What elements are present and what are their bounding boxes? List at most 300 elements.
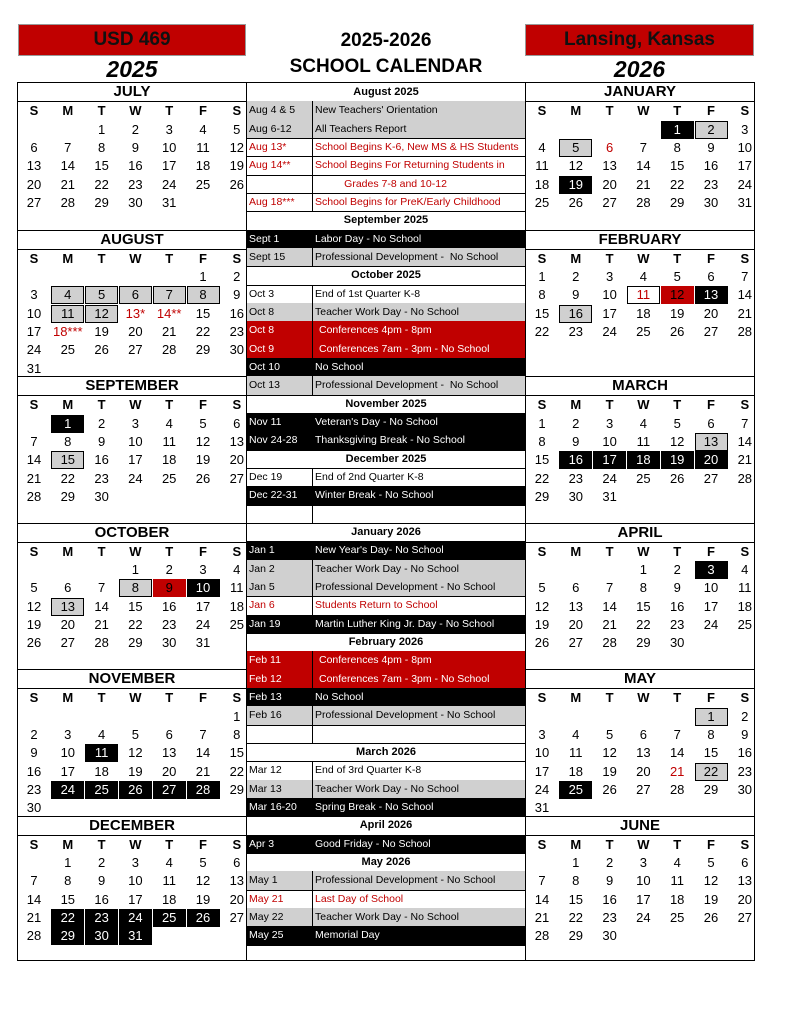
weekday-label: W [129,250,142,266]
weekday-label: F [707,836,715,852]
calendar-day: 19 [669,305,685,321]
calendar-day: 27 [128,342,143,358]
calendar-day: 15 [195,305,211,321]
calendar-day: 13 [636,745,651,761]
calendar-day: 26 [669,324,685,339]
weekday-label: S [537,397,547,413]
event-row [247,725,525,744]
right-months-column [525,82,755,961]
calendar-day: 17 [703,598,719,614]
calendar-day: 23 [94,470,109,486]
calendar-day: 16 [128,158,143,174]
calendar-day: 26 [119,781,152,799]
event-month-heading: September 2025 [247,211,525,230]
calendar-day: 8 [187,286,220,304]
calendar-day: 17 [128,452,143,468]
calendar-day: 30 [94,488,109,504]
weekday-label: F [199,397,207,413]
calendar-day: 22 [60,470,76,486]
calendar-day: 13 [229,433,245,449]
weekday-label: F [199,103,207,119]
calendar-day: 8 [707,726,715,742]
week-row [526,194,754,212]
weekday-label: S [29,543,39,559]
calendar-day: 16 [94,452,109,468]
calendar-day: 20 [636,763,651,779]
calendar-day: 7 [741,415,749,431]
calendar-day: 26 [568,194,584,210]
week-row [18,323,246,341]
calendar-day: 9 [131,139,139,155]
calendar-day: 16 [559,451,592,469]
calendar-day: 7 [199,726,207,742]
calendar-day: 27 [602,194,617,210]
event-description: Teacher Work Day - No School [315,562,459,575]
calendar-day: 14 [195,745,211,761]
month-name: JULY [18,83,246,102]
calendar-day: 13 [161,745,177,761]
event-description: Professional Development - No School [315,379,499,392]
calendar-day: 8 [673,139,681,155]
event-row [247,926,525,945]
event-month-heading: December 2025 [247,450,525,469]
week-row [18,470,246,488]
event-date: Jan 19 [249,617,281,630]
calendar-day: 12 [195,433,211,449]
weekday-header-row [526,836,754,854]
event-month-heading: April 2026 [247,816,525,835]
right-month-june [526,816,754,963]
calendar-day: 27 [229,470,245,486]
calendar-day: 22 [534,324,550,339]
event-date: Oct 8 [249,324,275,337]
calendar-day: 4 [639,415,647,431]
weekday-label: S [232,690,242,706]
calendar-day: 29 [128,635,143,651]
left-month-december [18,816,246,963]
calendar-day: 6 [639,726,647,742]
week-row [18,305,246,323]
event-date: Jan 5 [249,580,275,593]
calendar-day: 10 [636,873,651,889]
weekday-label: F [199,543,207,559]
event-row [247,468,525,487]
weekday-label: F [199,690,207,706]
event-description: Conferences 4pm - 8pm [319,324,432,337]
calendar-day: 21 [737,305,753,321]
weekday-label: M [570,836,582,852]
week-row [526,598,754,616]
event-row [247,596,525,615]
week-row [526,579,754,597]
calendar-day: 18 [568,763,584,779]
calendar-day: 12 [128,745,143,761]
week-row [18,763,246,781]
calendar-day: 15 [669,158,685,174]
calendar-day: 15 [703,745,719,761]
calendar-day: 11 [162,873,176,889]
calendar-day: 12 [669,433,685,449]
calendar-day: 29 [195,342,211,358]
event-date: May 22 [249,910,284,923]
calendar-day: 10 [602,287,617,303]
calendar-day: 19 [128,763,143,779]
calendar-day: 11 [738,580,752,596]
calendar-day: 9 [97,433,106,449]
event-date: Apr 3 [249,837,275,850]
calendar-day: 4 [673,855,681,871]
calendar-day: 1 [97,121,106,137]
calendar-day: 20 [60,617,76,632]
event-date: Oct 3 [249,287,275,300]
weekday-label: S [740,250,750,266]
month-name: FEBRUARY [526,231,754,250]
month-name: DECEMBER [18,817,246,836]
week-row [526,744,754,762]
calendar-day: 31 [161,194,177,210]
event-description: No School [315,360,364,373]
weekday-header-row [18,396,246,414]
calendar-day: 25 [85,781,118,799]
calendar-day: 22 [229,763,245,779]
calendar-day: 6 [165,726,173,742]
weekday-label: F [199,836,207,852]
calendar-day: 13 [602,158,617,174]
event-description: School Begins For Returning Students in [315,159,505,172]
calendar-day: 13 [51,598,84,616]
calendar-day: 23 [703,176,719,192]
weekday-label: T [605,543,614,559]
weekday-label: T [165,397,174,413]
weekday-label: W [129,690,142,706]
calendar-day: 10 [703,580,719,596]
weekday-label: W [637,690,650,706]
event-row [247,505,525,524]
week-row [526,763,754,781]
event-row [247,230,525,249]
week-row [18,708,246,726]
calendar-day: 11 [636,433,651,449]
week-row [18,194,246,212]
calendar-day: 12 [26,598,42,614]
calendar-day: 23 [669,617,685,632]
calendar-day: 16 [602,891,617,907]
weekday-label: S [232,543,242,559]
calendar-day: 22 [195,324,211,339]
calendar-day: 10 [128,873,143,889]
calendar-day: 17 [534,763,550,779]
weekday-label: M [570,543,582,559]
weekday-label: T [97,397,106,413]
calendar-day: 14 [26,891,42,907]
calendar-day: 10 [602,433,617,449]
calendar-day: 1 [538,415,546,431]
week-row [526,305,754,323]
weekday-label: T [165,836,174,852]
calendar-day: 24 [26,342,42,358]
calendar-day: 26 [26,635,42,651]
month-name: APRIL [526,524,754,543]
calendar-day: 15 [60,891,76,907]
calendar-day: 8 [538,433,546,449]
weekday-label: M [62,836,74,852]
event-date: Mar 16-20 [249,800,297,813]
weekday-header-row [526,543,754,561]
weekday-label: S [29,250,39,266]
calendar-day: 11 [670,873,684,889]
weekday-label: T [605,690,614,706]
right-month-may [526,669,754,816]
calendar-day: 13 [737,873,753,889]
calendar-day: 29 [568,928,584,944]
calendar-day: 27 [26,194,42,210]
calendar-day: 18 [534,176,550,192]
week-row [526,872,754,890]
event-row [247,578,525,597]
calendar-day: 2 [97,855,106,871]
weekday-label: T [605,250,614,266]
event-date: Mar 12 [249,764,282,777]
calendar-day: 7 [673,726,681,742]
calendar-day: 31 [119,927,152,945]
calendar-day: 28 [737,324,753,339]
weekday-label: M [570,103,582,119]
calendar-day: 18 [737,598,753,614]
weekday-label: T [605,103,614,119]
week-row [526,488,754,506]
calendar-day: 12 [534,598,550,614]
event-month-heading: November 2025 [247,395,525,414]
calendar-day: 30 [703,194,719,210]
calendar-day: 21 [60,176,76,192]
weekday-header-row [526,250,754,268]
week-row [18,598,246,616]
weekday-label: S [537,250,547,266]
calendar-day: 17 [737,158,753,174]
calendar-day: 31 [195,635,211,651]
calendar-day: 4 [97,726,106,742]
weekday-label: W [637,543,650,559]
weekday-label: S [537,836,547,852]
week-row [18,579,246,597]
calendar-day: 25 [229,617,245,632]
calendar-day: 15 [636,598,651,614]
calendar-day: 20 [602,176,617,192]
calendar-day: 28 [534,928,550,944]
event-row [247,101,525,120]
event-description: Good Friday - No School [315,837,431,850]
event-row [247,303,525,322]
calendar-day: 29 [60,488,76,504]
week-row [18,561,246,579]
location-banner: Lansing, Kansas [525,24,754,56]
event-row [247,688,525,707]
calendar-day: 19 [229,158,245,174]
calendar-day: 28 [187,781,220,799]
event-description: Veteran's Day - No School [315,415,438,428]
event-month-heading: May 2026 [247,853,525,872]
week-row [526,891,754,909]
calendar-day: 30 [229,342,245,358]
weekday-label: S [29,690,39,706]
weekday-header-row [18,102,246,120]
calendar-day: 17 [26,324,42,339]
calendar-day: 20 [568,617,584,632]
calendar-day: 27 [737,910,753,925]
week-row [526,561,754,579]
calendar-day: 25 [153,909,186,927]
calendar-day: 3 [64,726,72,742]
calendar-day: 4 [165,415,173,431]
calendar-day: 4 [233,562,241,578]
calendar-day: 7 [97,580,106,596]
calendar-day: 26 [229,176,245,192]
calendar-title-year: 2025-2026 [340,30,432,51]
calendar-day: 2 [572,269,580,285]
event-description: New Teachers' Orientation [315,104,438,117]
calendar-day: 9 [30,745,38,761]
calendar-day: 8 [119,579,152,597]
weekday-label: S [740,836,750,852]
calendar-day: 26 [195,470,211,486]
event-row [247,413,525,432]
event-row [247,560,525,579]
calendar-day: 29 [51,927,84,945]
event-description: School Begins K-6, New MS & HS Students [315,140,519,153]
calendar-day: 5 [233,121,241,137]
calendar-day: 12 [85,305,118,323]
calendar-day: 15 [534,305,550,321]
left-month-august [18,230,246,377]
event-description: Memorial Day [315,929,380,942]
weekday-label: S [740,397,750,413]
calendar-day: 25 [737,617,753,632]
calendar-day: 28 [737,470,753,486]
calendar-day: 6 [233,415,241,431]
calendar-day: 9 [97,873,106,889]
event-row [247,340,525,359]
event-description: Professional Development - No School [315,580,496,593]
month-name: MAY [526,670,754,689]
event-description: Grades 7-8 and 10-12 [315,177,447,190]
weekday-label: M [570,690,582,706]
calendar-day: 8 [64,873,72,889]
event-row [247,761,525,780]
calendar-day: 24 [602,324,617,339]
weekday-label: M [62,250,74,266]
calendar-day: 18 [195,158,211,174]
calendar-day: 2 [695,121,728,139]
week-row [526,415,754,433]
calendar-day: 24 [128,470,143,486]
week-row [18,157,246,175]
calendar-day: 1 [199,269,207,285]
calendar-day: 5 [605,726,614,742]
event-date: Jan 2 [249,562,275,575]
event-month-heading: February 2026 [247,633,525,652]
calendar-day: 21 [26,470,42,486]
calendar-day: 22 [669,176,685,192]
calendar-day: 2 [165,562,173,578]
calendar-day: 7 [605,580,614,596]
calendar-day: 14 [94,598,109,614]
event-description: Spring Break - No School [315,800,434,813]
calendar-day: 16 [229,305,245,321]
calendar-day: 30 [737,781,753,797]
week-row [18,176,246,194]
calendar-day: 16 [161,598,177,614]
calendar-day: 28 [26,488,42,504]
week-row [526,781,754,799]
calendar-day: 21 [534,910,550,925]
left-months-column [17,82,247,961]
event-row [247,908,525,927]
calendar-day: 21 [26,910,42,925]
event-date: Aug 6-12 [249,122,292,135]
calendar-day: 11 [51,305,84,323]
calendar-day: 7 [30,873,38,889]
week-row [526,726,754,744]
calendar-day: 20 [26,176,42,192]
calendar-day: 4 [165,855,173,871]
week-row [526,323,754,341]
event-date: Aug 13* [249,140,287,153]
calendar-day: 7 [741,269,749,285]
weekday-label: F [199,250,207,266]
weekday-label: S [232,397,242,413]
calendar-day: 1 [661,121,694,139]
month-name: SEPTEMBER [18,377,246,396]
weekday-label: T [673,543,682,559]
week-row [18,616,246,634]
week-row [526,157,754,175]
weekday-label: M [62,103,74,119]
calendar-day: 13 [695,433,728,451]
calendar-day: 15 [568,891,584,907]
week-row [526,268,754,286]
calendar-day: 21 [195,763,211,779]
calendar-day: 15 [51,451,84,469]
weekday-header-row [18,543,246,561]
weekday-label: F [707,397,715,413]
weekday-label: T [97,103,106,119]
calendar-day: 1 [131,562,139,578]
calendar-day: 13 [26,158,42,174]
week-row [526,854,754,872]
event-date: Oct 9 [249,342,275,355]
calendar-day: 17 [593,451,626,469]
calendar-day: 3 [695,561,728,579]
calendar-day: 9 [572,287,580,303]
calendar-day: 11 [85,744,118,762]
calendar-day: 18*** [52,324,83,339]
calendar-day: 27 [703,324,719,339]
calendar-day: 3 [165,121,173,137]
calendar-day: 12 [602,745,617,761]
event-description: Professional Development - No School [315,709,496,722]
month-name: JUNE [526,817,754,836]
week-row [18,891,246,909]
calendar-day: 5 [538,580,546,596]
events-column [246,82,526,961]
left-month-july [18,83,246,230]
week-row [526,799,754,817]
calendar-day: 25 [559,781,592,799]
calendar-day: 29 [636,635,651,651]
calendar-day: 14 [737,287,753,303]
calendar-day: 1 [572,855,580,871]
weekday-label: M [62,397,74,413]
